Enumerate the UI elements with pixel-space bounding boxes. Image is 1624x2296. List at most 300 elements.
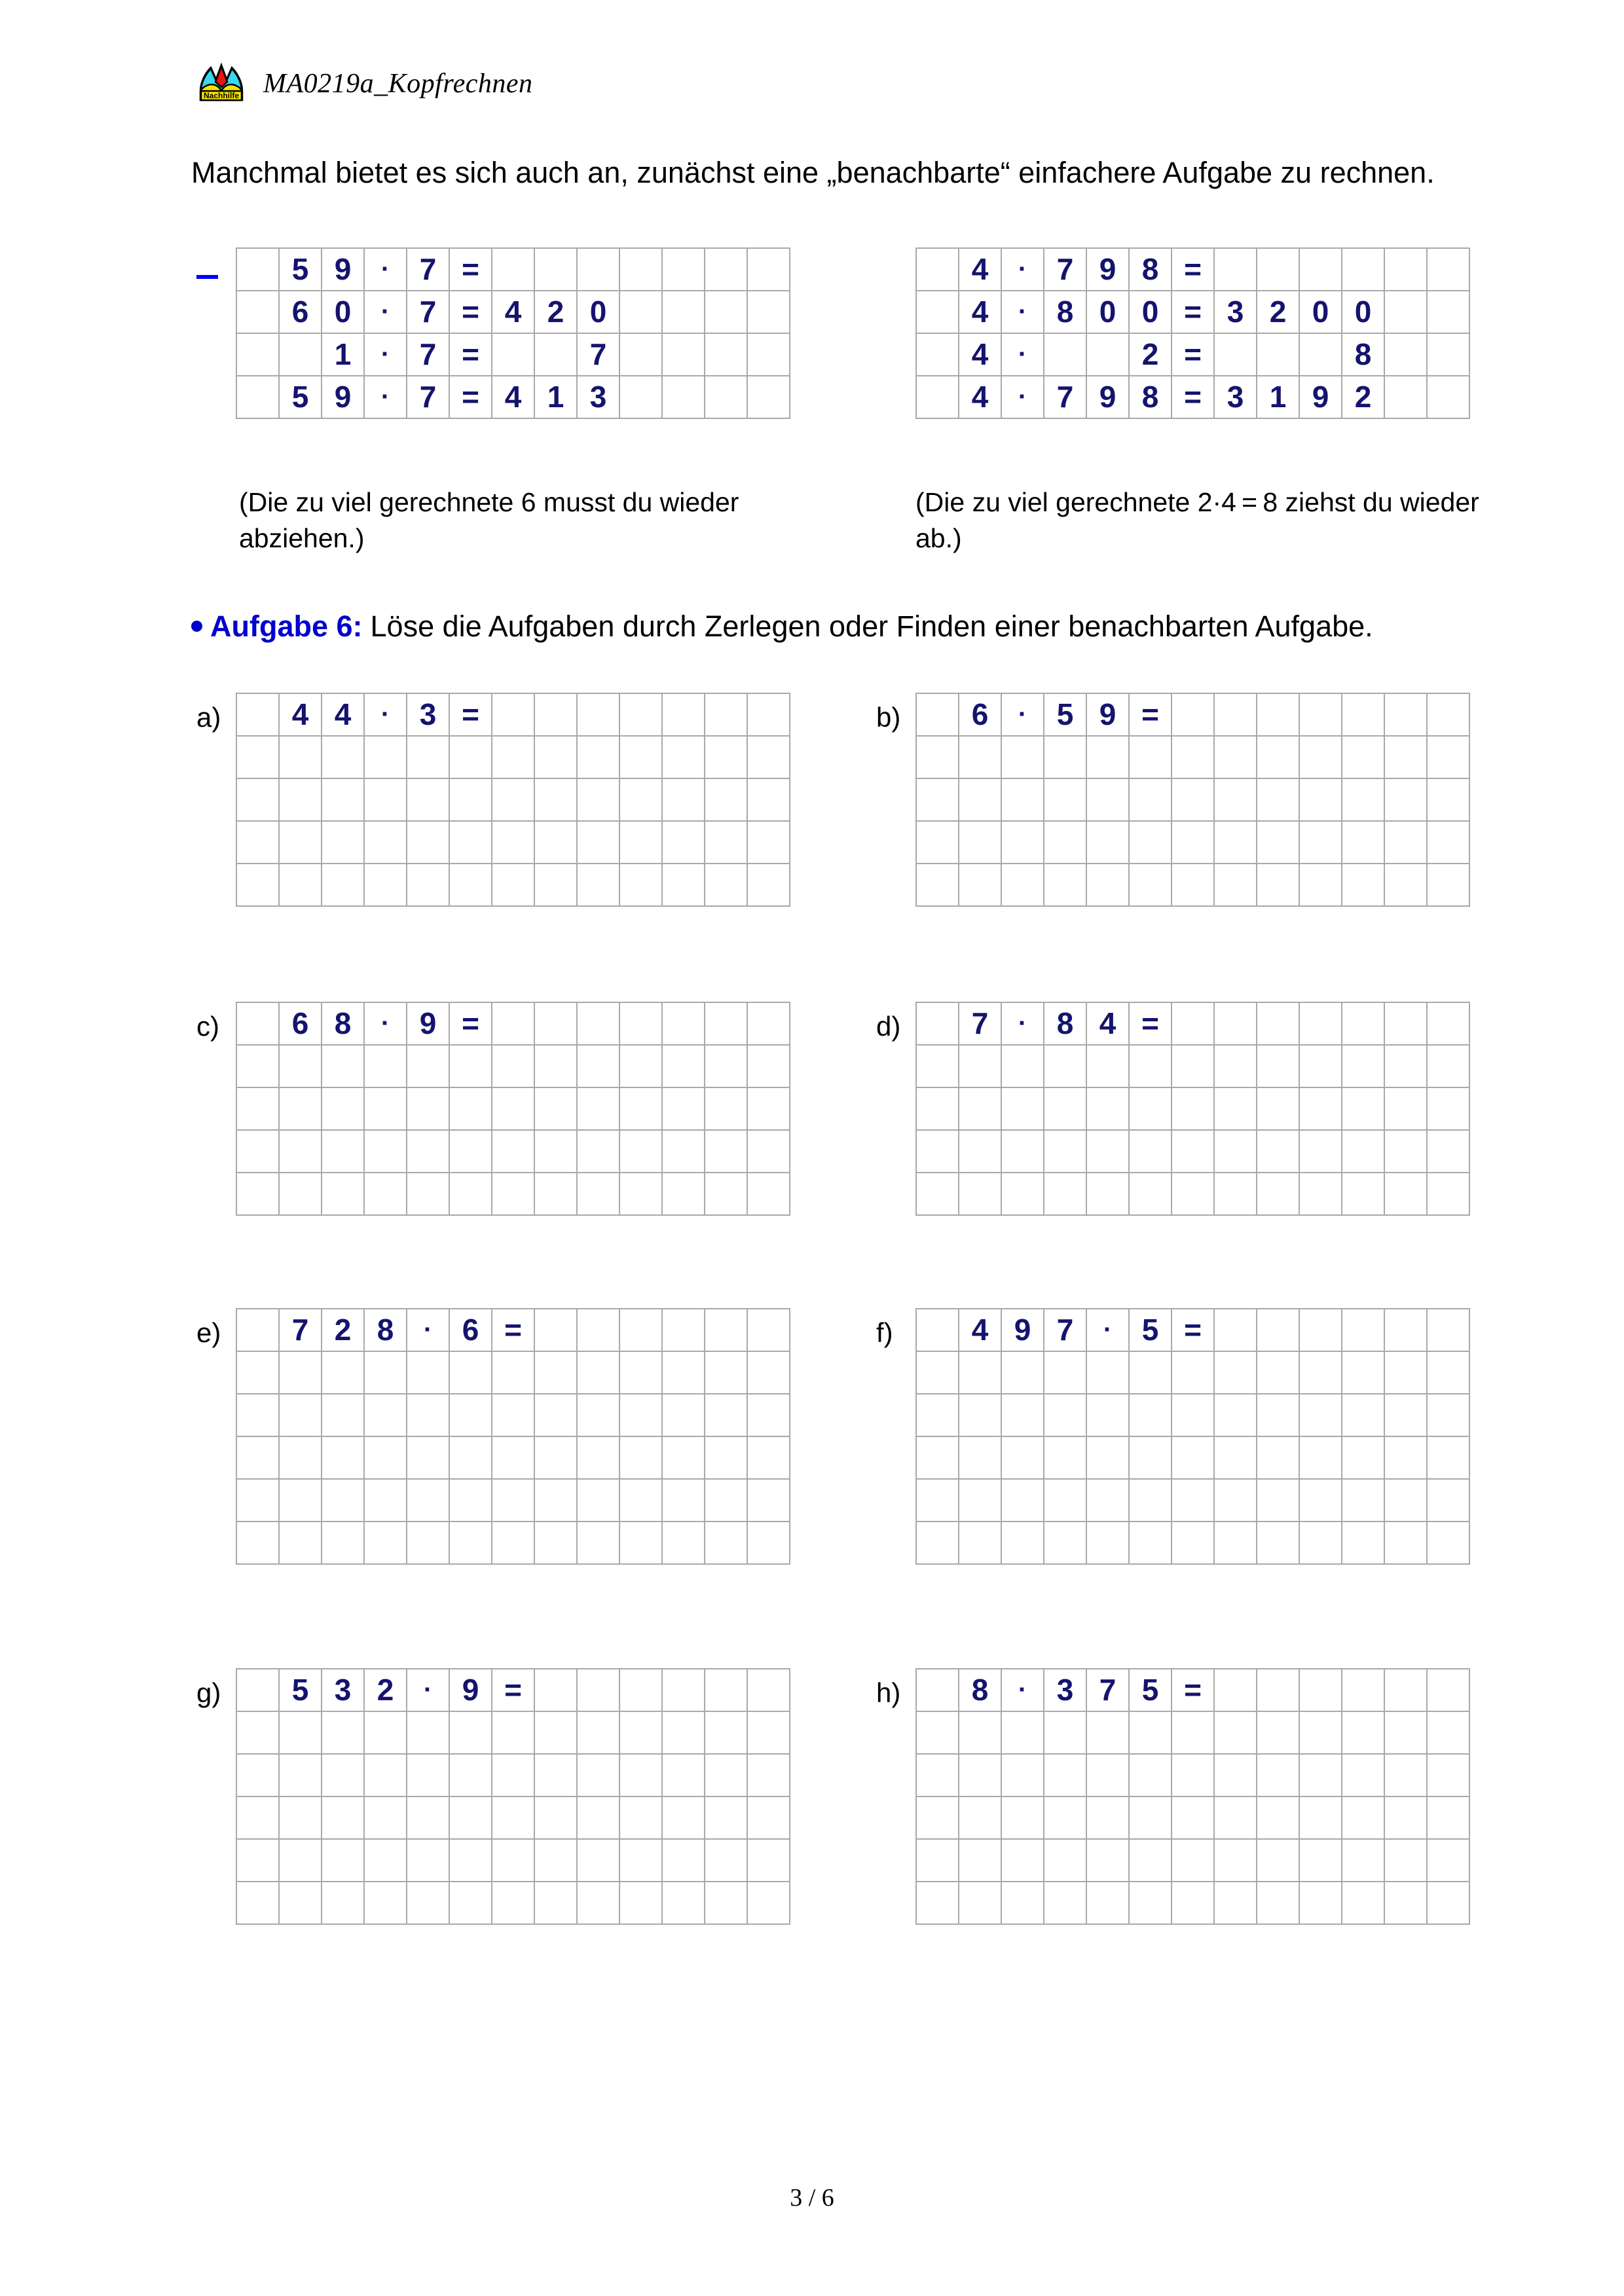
grid-cell-empty[interactable] — [1129, 1351, 1172, 1394]
grid-cell-empty[interactable] — [619, 1173, 662, 1215]
grid-cell-filled[interactable]: 7 — [407, 333, 449, 376]
grid-cell-empty[interactable] — [705, 1002, 747, 1045]
grid-cell-empty[interactable] — [662, 821, 705, 864]
grid-cell-empty[interactable] — [747, 1173, 790, 1215]
grid-cell-empty[interactable] — [577, 1839, 619, 1882]
grid-cell-empty[interactable] — [492, 821, 534, 864]
grid-cell-empty[interactable] — [279, 778, 322, 821]
grid-cell-empty[interactable] — [407, 1394, 449, 1436]
grid-cell-empty[interactable] — [1044, 1754, 1086, 1796]
grid-cell-empty[interactable] — [1342, 1479, 1384, 1522]
grid-cell-empty[interactable] — [322, 1479, 364, 1522]
grid-cell-empty[interactable] — [492, 1173, 534, 1215]
grid-cell-empty[interactable] — [916, 1522, 959, 1564]
grid-cell-empty[interactable] — [1214, 1173, 1257, 1215]
grid-cell-empty[interactable] — [1044, 736, 1086, 778]
grid-cell-empty[interactable] — [1129, 1796, 1172, 1839]
grid-cell-empty[interactable] — [1129, 1882, 1172, 1924]
grid-cell-filled[interactable]: 6 — [959, 693, 1001, 736]
grid-cell-empty[interactable] — [1172, 1173, 1214, 1215]
grid-cell-empty[interactable] — [662, 1130, 705, 1173]
grid-cell-empty[interactable] — [1044, 1522, 1086, 1564]
grid-cell-empty[interactable] — [619, 1045, 662, 1087]
grid-cell-empty[interactable] — [407, 1479, 449, 1522]
grid-cell-empty[interactable] — [662, 1754, 705, 1796]
grid-cell-empty[interactable] — [619, 1669, 662, 1711]
grid-cell-filled[interactable]: 0 — [1086, 291, 1129, 333]
grid-cell-filled[interactable]: · — [1001, 376, 1044, 418]
grid-cell-filled[interactable]: 5 — [1129, 1309, 1172, 1351]
grid-cell-empty[interactable] — [236, 333, 279, 376]
grid-cell-empty[interactable] — [1172, 1045, 1214, 1087]
grid-cell-empty[interactable] — [1172, 1522, 1214, 1564]
grid-cell-empty[interactable] — [1299, 693, 1342, 736]
grid-cell-empty[interactable] — [916, 1130, 959, 1173]
grid-cell-empty[interactable] — [1384, 1002, 1427, 1045]
grid-cell-empty[interactable] — [534, 736, 577, 778]
grid-cell-empty[interactable] — [236, 1309, 279, 1351]
grid-cell-empty[interactable] — [1001, 1711, 1044, 1754]
grid-cell-filled[interactable]: 5 — [1044, 693, 1086, 736]
grid-cell-empty[interactable] — [619, 376, 662, 418]
grid-cell-empty[interactable] — [1214, 778, 1257, 821]
grid-cell-empty[interactable] — [1384, 1173, 1427, 1215]
grid-cell-filled[interactable]: 9 — [449, 1669, 492, 1711]
grid-cell-empty[interactable] — [279, 1436, 322, 1479]
grid-cell-empty[interactable] — [1384, 1754, 1427, 1796]
grid-cell-filled[interactable]: 1 — [1257, 376, 1299, 418]
grid-cell-empty[interactable] — [279, 821, 322, 864]
grid-cell-empty[interactable] — [705, 1796, 747, 1839]
grid-cell-empty[interactable] — [492, 1882, 534, 1924]
grid-cell-filled[interactable]: 6 — [449, 1309, 492, 1351]
grid-cell-empty[interactable] — [1044, 1173, 1086, 1215]
grid-cell-empty[interactable] — [364, 864, 407, 906]
grid-cell-empty[interactable] — [534, 1309, 577, 1351]
grid-cell-empty[interactable] — [1299, 1522, 1342, 1564]
grid-cell-filled[interactable]: = — [449, 1002, 492, 1045]
grid-cell-empty[interactable] — [1342, 1173, 1384, 1215]
grid-cell-empty[interactable] — [1172, 1839, 1214, 1882]
grid-cell-empty[interactable] — [364, 1394, 407, 1436]
grid-cell-empty[interactable] — [1427, 1882, 1469, 1924]
grid-cell-empty[interactable] — [534, 1351, 577, 1394]
grid-cell-empty[interactable] — [1342, 1436, 1384, 1479]
grid-cell-empty[interactable] — [705, 1754, 747, 1796]
grid-cell-filled[interactable]: = — [449, 333, 492, 376]
grid-cell-filled[interactable]: = — [449, 376, 492, 418]
grid-cell-empty[interactable] — [1427, 1796, 1469, 1839]
grid-cell-empty[interactable] — [577, 1796, 619, 1839]
grid-cell-empty[interactable] — [407, 1173, 449, 1215]
grid-cell-empty[interactable] — [1086, 1882, 1129, 1924]
grid-cell-filled[interactable]: 7 — [407, 376, 449, 418]
grid-cell-empty[interactable] — [364, 736, 407, 778]
grid-cell-empty[interactable] — [236, 291, 279, 333]
grid-cell-empty[interactable] — [577, 1087, 619, 1130]
grid-cell-empty[interactable] — [577, 1173, 619, 1215]
grid-cell-empty[interactable] — [1342, 1351, 1384, 1394]
grid-cell-empty[interactable] — [279, 1130, 322, 1173]
grid-cell-empty[interactable] — [236, 864, 279, 906]
grid-cell-empty[interactable] — [747, 1522, 790, 1564]
grid-cell-empty[interactable] — [364, 1436, 407, 1479]
grid-cell-empty[interactable] — [747, 1754, 790, 1796]
grid-cell-empty[interactable] — [534, 248, 577, 291]
grid-cell-empty[interactable] — [1129, 1173, 1172, 1215]
grid-cell-empty[interactable] — [747, 1045, 790, 1087]
grid-cell-empty[interactable] — [322, 1839, 364, 1882]
grid-cell-empty[interactable] — [1001, 1173, 1044, 1215]
grid-cell-empty[interactable] — [705, 1711, 747, 1754]
grid-cell-empty[interactable] — [492, 1479, 534, 1522]
grid-cell-empty[interactable] — [1342, 1309, 1384, 1351]
grid-cell-empty[interactable] — [1214, 248, 1257, 291]
grid-cell-empty[interactable] — [236, 1882, 279, 1924]
grid-cell-empty[interactable] — [1086, 736, 1129, 778]
grid-cell-empty[interactable] — [662, 1882, 705, 1924]
grid-cell-filled[interactable]: · — [364, 693, 407, 736]
grid-cell-empty[interactable] — [1384, 1522, 1427, 1564]
grid-cell-empty[interactable] — [534, 1436, 577, 1479]
grid-cell-filled[interactable]: 0 — [577, 291, 619, 333]
grid-cell-empty[interactable] — [492, 248, 534, 291]
grid-cell-empty[interactable] — [1172, 1087, 1214, 1130]
grid-cell-empty[interactable] — [236, 1002, 279, 1045]
grid-cell-empty[interactable] — [492, 1839, 534, 1882]
grid-cell-empty[interactable] — [1342, 693, 1384, 736]
grid-cell-filled[interactable]: 4 — [959, 248, 1001, 291]
grid-cell-empty[interactable] — [1172, 1130, 1214, 1173]
grid-cell-empty[interactable] — [916, 1754, 959, 1796]
grid-cell-empty[interactable] — [747, 1436, 790, 1479]
grid-cell-empty[interactable] — [1044, 821, 1086, 864]
grid-cell-empty[interactable] — [534, 1002, 577, 1045]
grid-cell-empty[interactable] — [705, 1839, 747, 1882]
grid-cell-empty[interactable] — [1299, 1479, 1342, 1522]
grid-cell-empty[interactable] — [407, 864, 449, 906]
grid-cell-empty[interactable] — [747, 333, 790, 376]
grid-cell-empty[interactable] — [1129, 778, 1172, 821]
grid-cell-empty[interactable] — [619, 248, 662, 291]
grid-cell-empty[interactable] — [1384, 864, 1427, 906]
grid-cell-empty[interactable] — [747, 1394, 790, 1436]
grid-cell-empty[interactable] — [407, 1130, 449, 1173]
grid-cell-empty[interactable] — [279, 1796, 322, 1839]
grid-cell-filled[interactable]: 2 — [1129, 333, 1172, 376]
grid-cell-empty[interactable] — [1257, 1796, 1299, 1839]
grid-cell-empty[interactable] — [1086, 1436, 1129, 1479]
grid-cell-empty[interactable] — [449, 1754, 492, 1796]
grid-cell-empty[interactable] — [1257, 248, 1299, 291]
grid-cell-filled[interactable]: 8 — [364, 1309, 407, 1351]
grid-cell-empty[interactable] — [236, 248, 279, 291]
grid-cell-empty[interactable] — [916, 248, 959, 291]
grid-cell-filled[interactable]: 0 — [1129, 291, 1172, 333]
grid-cell-empty[interactable] — [279, 864, 322, 906]
grid-cell-empty[interactable] — [407, 778, 449, 821]
grid-cell-empty[interactable] — [619, 778, 662, 821]
grid-cell-empty[interactable] — [1257, 1754, 1299, 1796]
grid-cell-empty[interactable] — [662, 1522, 705, 1564]
grid-cell-empty[interactable] — [1044, 1882, 1086, 1924]
grid-cell-empty[interactable] — [1001, 1754, 1044, 1796]
grid-cell-empty[interactable] — [577, 1754, 619, 1796]
grid-cell-empty[interactable] — [1129, 1839, 1172, 1882]
grid-cell-empty[interactable] — [1086, 821, 1129, 864]
grid-cell-empty[interactable] — [534, 1173, 577, 1215]
grid-cell-empty[interactable] — [279, 1522, 322, 1564]
grid-cell-empty[interactable] — [705, 248, 747, 291]
grid-cell-empty[interactable] — [916, 864, 959, 906]
grid-cell-filled[interactable]: 7 — [1086, 1669, 1129, 1711]
grid-cell-empty[interactable] — [747, 376, 790, 418]
grid-cell-empty[interactable] — [236, 736, 279, 778]
grid-cell-empty[interactable] — [662, 864, 705, 906]
grid-cell-empty[interactable] — [1086, 1711, 1129, 1754]
grid-cell-empty[interactable] — [662, 1002, 705, 1045]
grid-cell-empty[interactable] — [449, 1522, 492, 1564]
grid-cell-empty[interactable] — [1214, 1309, 1257, 1351]
grid-cell-empty[interactable] — [705, 1130, 747, 1173]
grid-cell-empty[interactable] — [1214, 1711, 1257, 1754]
grid-cell-empty[interactable] — [959, 1479, 1001, 1522]
grid-cell-empty[interactable] — [1129, 1436, 1172, 1479]
grid-cell-empty[interactable] — [1427, 693, 1469, 736]
grid-cell-filled[interactable]: · — [1001, 333, 1044, 376]
grid-cell-empty[interactable] — [1299, 248, 1342, 291]
grid-cell-filled[interactable]: · — [364, 376, 407, 418]
grid-cell-empty[interactable] — [662, 1436, 705, 1479]
grid-cell-empty[interactable] — [492, 1351, 534, 1394]
grid-cell-empty[interactable] — [236, 1173, 279, 1215]
grid-cell-empty[interactable] — [364, 1045, 407, 1087]
grid-cell-empty[interactable] — [1001, 1436, 1044, 1479]
grid-cell-empty[interactable] — [619, 864, 662, 906]
grid-cell-empty[interactable] — [1086, 1173, 1129, 1215]
grid-cell-empty[interactable] — [407, 1882, 449, 1924]
grid-cell-filled[interactable]: 8 — [1129, 376, 1172, 418]
grid-cell-empty[interactable] — [662, 693, 705, 736]
grid-cell-filled[interactable]: = — [1172, 1669, 1214, 1711]
grid-cell-empty[interactable] — [1427, 1522, 1469, 1564]
grid-cell-empty[interactable] — [1427, 1839, 1469, 1882]
grid-cell-filled[interactable]: 5 — [1129, 1669, 1172, 1711]
grid-cell-filled[interactable]: = — [492, 1309, 534, 1351]
grid-cell-empty[interactable] — [1172, 778, 1214, 821]
grid-cell-empty[interactable] — [1001, 1045, 1044, 1087]
grid-cell-filled[interactable]: 5 — [279, 248, 322, 291]
grid-cell-empty[interactable] — [1427, 1045, 1469, 1087]
grid-cell-empty[interactable] — [1214, 1796, 1257, 1839]
grid-cell-empty[interactable] — [1384, 1351, 1427, 1394]
grid-cell-empty[interactable] — [449, 1711, 492, 1754]
grid-cell-filled[interactable]: 7 — [279, 1309, 322, 1351]
grid-cell-empty[interactable] — [1342, 736, 1384, 778]
grid-cell-empty[interactable] — [1214, 1394, 1257, 1436]
grid-cell-filled[interactable]: 7 — [1044, 376, 1086, 418]
grid-cell-filled[interactable]: 9 — [322, 376, 364, 418]
grid-cell-empty[interactable] — [236, 1351, 279, 1394]
grid-cell-empty[interactable] — [449, 1479, 492, 1522]
grid-cell-empty[interactable] — [662, 1309, 705, 1351]
grid-cell-empty[interactable] — [449, 1351, 492, 1394]
grid-cell-empty[interactable] — [1299, 1173, 1342, 1215]
grid-cell-empty[interactable] — [662, 1479, 705, 1522]
grid-cell-filled[interactable]: 9 — [1086, 693, 1129, 736]
grid-cell-empty[interactable] — [407, 1839, 449, 1882]
grid-cell-empty[interactable] — [1427, 376, 1469, 418]
grid-cell-filled[interactable]: · — [1001, 248, 1044, 291]
grid-cell-filled[interactable]: · — [1001, 1002, 1044, 1045]
grid-cell-empty[interactable] — [577, 693, 619, 736]
grid-cell-empty[interactable] — [322, 821, 364, 864]
grid-cell-filled[interactable]: 0 — [1299, 291, 1342, 333]
grid-cell-filled[interactable]: 0 — [1342, 291, 1384, 333]
grid-cell-empty[interactable] — [534, 778, 577, 821]
grid-cell-empty[interactable] — [1172, 736, 1214, 778]
grid-cell-empty[interactable] — [747, 1839, 790, 1882]
grid-cell-empty[interactable] — [662, 1173, 705, 1215]
grid-cell-empty[interactable] — [662, 1711, 705, 1754]
grid-cell-empty[interactable] — [577, 821, 619, 864]
grid-cell-filled[interactable]: 3 — [1214, 376, 1257, 418]
grid-cell-empty[interactable] — [1299, 1436, 1342, 1479]
grid-cell-empty[interactable] — [959, 778, 1001, 821]
grid-cell-empty[interactable] — [619, 1309, 662, 1351]
grid-cell-empty[interactable] — [492, 1087, 534, 1130]
grid-cell-empty[interactable] — [1129, 1522, 1172, 1564]
grid-cell-empty[interactable] — [1001, 1796, 1044, 1839]
grid-cell-empty[interactable] — [916, 778, 959, 821]
grid-cell-empty[interactable] — [1384, 1087, 1427, 1130]
grid-cell-empty[interactable] — [236, 1087, 279, 1130]
grid-cell-empty[interactable] — [236, 1669, 279, 1711]
grid-cell-empty[interactable] — [407, 1087, 449, 1130]
grid-cell-empty[interactable] — [364, 1087, 407, 1130]
grid-cell-empty[interactable] — [322, 1351, 364, 1394]
grid-cell-empty[interactable] — [236, 1839, 279, 1882]
grid-cell-empty[interactable] — [407, 1045, 449, 1087]
grid-cell-empty[interactable] — [1214, 1045, 1257, 1087]
grid-cell-empty[interactable] — [364, 1711, 407, 1754]
grid-cell-empty[interactable] — [959, 1130, 1001, 1173]
grid-cell-empty[interactable] — [705, 821, 747, 864]
grid-cell-filled[interactable]: 4 — [492, 376, 534, 418]
grid-cell-empty[interactable] — [364, 1351, 407, 1394]
grid-cell-empty[interactable] — [916, 1173, 959, 1215]
grid-cell-empty[interactable] — [1129, 1754, 1172, 1796]
grid-cell-empty[interactable] — [916, 1796, 959, 1839]
grid-cell-empty[interactable] — [1257, 1839, 1299, 1882]
grid-cell-empty[interactable] — [1384, 1711, 1427, 1754]
grid-cell-filled[interactable]: 7 — [1044, 1309, 1086, 1351]
grid-cell-empty[interactable] — [1129, 864, 1172, 906]
grid-cell-empty[interactable] — [705, 778, 747, 821]
grid-cell-empty[interactable] — [364, 1882, 407, 1924]
grid-cell-filled[interactable]: 6 — [279, 291, 322, 333]
grid-cell-empty[interactable] — [449, 1173, 492, 1215]
grid-cell-empty[interactable] — [1172, 1796, 1214, 1839]
grid-cell-empty[interactable] — [747, 1087, 790, 1130]
grid-cell-empty[interactable] — [1172, 693, 1214, 736]
grid-cell-empty[interactable] — [279, 1045, 322, 1087]
grid-cell-empty[interactable] — [619, 1130, 662, 1173]
grid-cell-empty[interactable] — [1427, 1087, 1469, 1130]
grid-cell-filled[interactable]: 4 — [959, 333, 1001, 376]
grid-cell-empty[interactable] — [1214, 864, 1257, 906]
grid-cell-empty[interactable] — [492, 693, 534, 736]
grid-cell-filled[interactable]: 8 — [1342, 333, 1384, 376]
grid-cell-empty[interactable] — [1299, 333, 1342, 376]
grid-cell-empty[interactable] — [1257, 693, 1299, 736]
grid-cell-empty[interactable] — [1001, 821, 1044, 864]
grid-cell-empty[interactable] — [1001, 1479, 1044, 1522]
grid-cell-empty[interactable] — [1044, 1087, 1086, 1130]
grid-cell-empty[interactable] — [534, 1087, 577, 1130]
grid-cell-empty[interactable] — [236, 1479, 279, 1522]
grid-cell-empty[interactable] — [1172, 864, 1214, 906]
grid-cell-empty[interactable] — [1342, 1796, 1384, 1839]
grid-cell-empty[interactable] — [1342, 1882, 1384, 1924]
grid-cell-empty[interactable] — [959, 1173, 1001, 1215]
grid-cell-empty[interactable] — [577, 1669, 619, 1711]
grid-cell-empty[interactable] — [619, 1479, 662, 1522]
grid-cell-empty[interactable] — [1427, 1669, 1469, 1711]
grid-cell-empty[interactable] — [534, 1754, 577, 1796]
grid-cell-empty[interactable] — [619, 1522, 662, 1564]
grid-cell-empty[interactable] — [1086, 1394, 1129, 1436]
grid-cell-filled[interactable]: 9 — [407, 1002, 449, 1045]
grid-cell-filled[interactable]: 4 — [1086, 1002, 1129, 1045]
grid-cell-empty[interactable] — [1384, 291, 1427, 333]
grid-cell-empty[interactable] — [1427, 291, 1469, 333]
grid-cell-empty[interactable] — [364, 1479, 407, 1522]
grid-cell-empty[interactable] — [1001, 1087, 1044, 1130]
grid-cell-empty[interactable] — [959, 1394, 1001, 1436]
grid-cell-empty[interactable] — [322, 864, 364, 906]
grid-cell-empty[interactable] — [1299, 1130, 1342, 1173]
grid-cell-filled[interactable]: 2 — [1342, 376, 1384, 418]
grid-cell-empty[interactable] — [534, 1479, 577, 1522]
grid-cell-filled[interactable]: · — [364, 291, 407, 333]
grid-cell-empty[interactable] — [747, 1351, 790, 1394]
grid-cell-empty[interactable] — [1172, 1002, 1214, 1045]
grid-cell-filled[interactable]: 3 — [1044, 1669, 1086, 1711]
grid-cell-empty[interactable] — [534, 1882, 577, 1924]
grid-cell-empty[interactable] — [1384, 693, 1427, 736]
grid-cell-empty[interactable] — [236, 778, 279, 821]
grid-cell-empty[interactable] — [1299, 1002, 1342, 1045]
grid-cell-empty[interactable] — [1044, 1796, 1086, 1839]
grid-cell-empty[interactable] — [407, 1796, 449, 1839]
grid-cell-empty[interactable] — [1172, 1882, 1214, 1924]
grid-cell-empty[interactable] — [1342, 1394, 1384, 1436]
grid-cell-empty[interactable] — [534, 821, 577, 864]
grid-cell-empty[interactable] — [492, 778, 534, 821]
grid-cell-empty[interactable] — [492, 1796, 534, 1839]
grid-cell-empty[interactable] — [959, 1796, 1001, 1839]
grid-cell-empty[interactable] — [705, 1309, 747, 1351]
grid-cell-empty[interactable] — [1214, 1479, 1257, 1522]
grid-cell-empty[interactable] — [916, 821, 959, 864]
grid-cell-empty[interactable] — [407, 1351, 449, 1394]
grid-cell-empty[interactable] — [322, 1045, 364, 1087]
grid-cell-empty[interactable] — [1342, 778, 1384, 821]
grid-cell-empty[interactable] — [492, 1394, 534, 1436]
grid-cell-empty[interactable] — [619, 1351, 662, 1394]
grid-cell-filled[interactable]: 4 — [959, 291, 1001, 333]
